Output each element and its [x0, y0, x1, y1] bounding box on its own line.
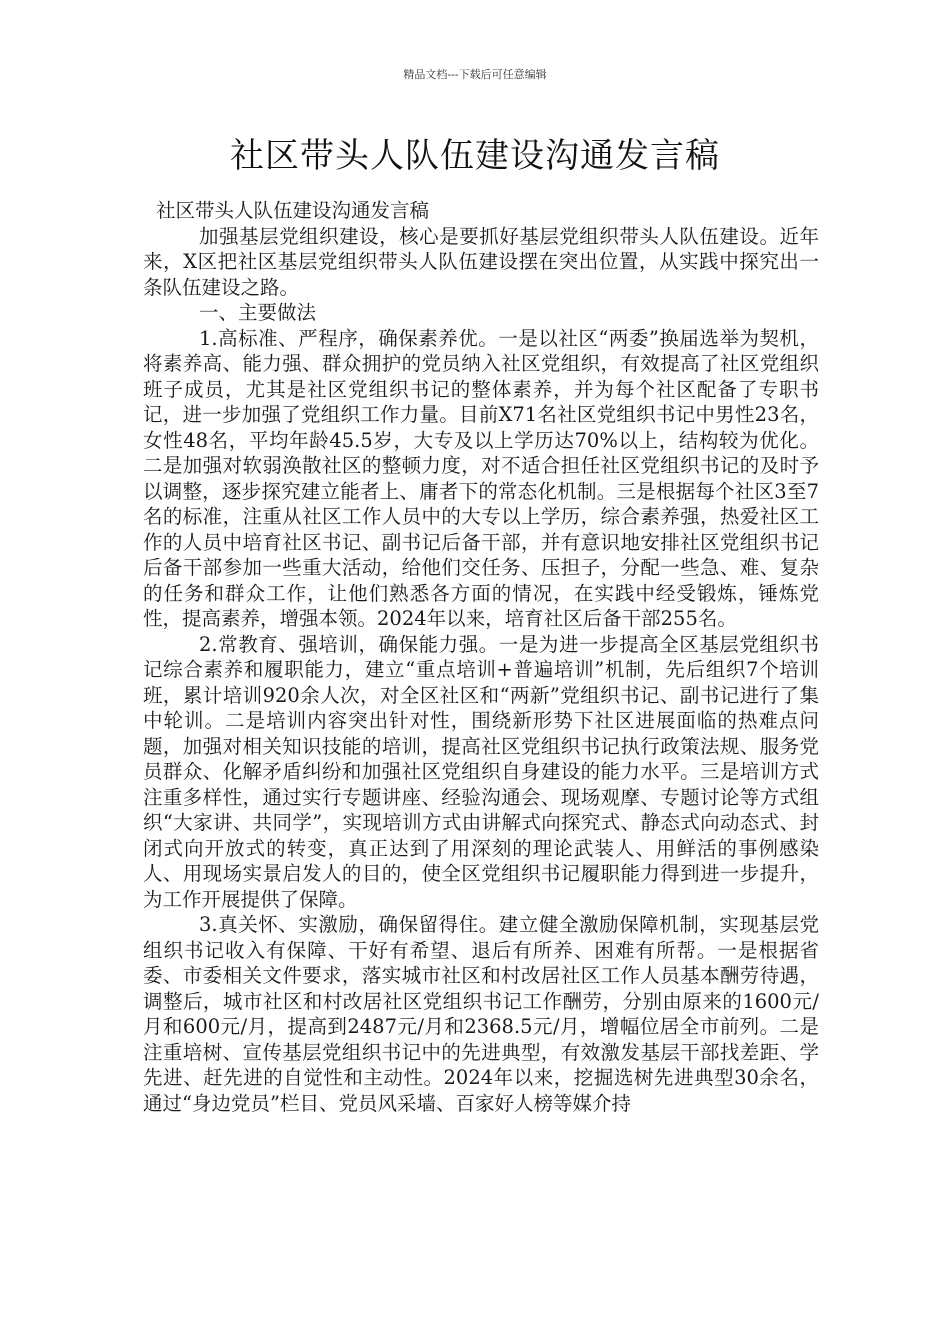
body-paragraph-intro: 加强基层党组织建设，核心是要抓好基层党组织带头人队伍建设。近年来，X区把社区基层党组织带头人队伍建设摆在突出位置，从实践中探究出一条队伍建设之路。	[143, 224, 819, 299]
body-paragraph-1: 1.高标准、严程序，确保素养优。一是以社区“两委”换届选举为契机，将素养高、能力强、群众拥护的党员纳入社区党组织，有效提高了社区党组织班子成员，尤其是社区党组织书记的整体素养，并为每个社区配备了专职书记，进一步加强了党组织工作力量。目前X71名社区党组织书记中男性23名，女性48名，平均年龄45.5岁，大专及以上学历达70%以上，结构较为优化。二是加强对软弱涣散社区的整顿力度，对不适合担任社区党组织书记的及时予以调整，逐步探究建立能者上、庸者下的常态化机制。三是根据每个社区3至7名的标准，注重从社区工作人员中的大专以上学历，综合素养强，热爱社区工作的人员中培育社区书记、副书记后备干部，并有意识地安排社区党组织书记后备干部参加一些重大活动，给他们交任务、压担子，分配一些急、难、复杂的任务和群众工作，让他们熟悉各方面的情况，在实践中经受锻炼，锤炼党性，提高素养，增强本领。2024年以来，培育社区后备干部255名。	[143, 326, 819, 630]
document-title: 社区带头人队伍建设沟通发言稿	[230, 136, 720, 176]
body-paragraph-2: 2.常教育、强培训，确保能力强。一是为进一步提高全区基层党组织书记综合素养和履职能力，建立“重点培训+普遍培训”机制，先后组织7个培训班，累计培训920余人次，对全区社区和“两新”党组织书记、副书记进行了集中轮训。二是培训内容突出针对性，围绕新形势下社区进展面临的热难点问题，加强对相关知识技能的培训，提高社区党组织书记执行政策法规、服务党员群众、化解矛盾纠纷和加强社区党组织自身建设的能力水平。三是培训方式注重多样性，通过实行专题讲座、经验沟通会、现场观摩、专题讨论等方式组织“大家讲、共同学”，实现培训方式由讲解式向探究式、静态式向动态式、封闭式向开放式的转变，真正达到了用深刻的理论武装人、用鲜活的事例感染人、用现场实景启发人的目的，使全区党组织书记履职能力得到进一步提升，为工作开展提供了保障。	[143, 632, 819, 911]
body-subtitle: 社区带头人队伍建设沟通发言稿	[156, 199, 430, 222]
body-paragraph-3: 3.真关怀、实激励，确保留得住。建立健全激励保障机制，实现基层党组织书记收入有保障、干好有希望、退后有所养、困难有所帮。一是根据省委、市委相关文件要求，落实城市社区和村改居社区工作人员基本酬劳待遇，调整后，城市社区和村改居社区党组织书记工作酬劳，分别由原来的1600元/月和600元/月，提高到2487元/月和2368.5元/月，增幅位居全市前列。二是注重培树、宣传基层党组织书记中的先进典型，有效激发基层干部找差距、学先进、赶先进的自觉性和主动性。2024年以来，挖掘选树先进典型30余名，通过“身边党员”栏目、党员风采墙、百家好人榜等媒介持	[143, 913, 819, 1115]
section-heading: 一、主要做法	[199, 301, 317, 324]
header-note: 精品文档---下载后可任意编辑	[403, 68, 547, 81]
document-body	[143, 198, 819, 1116]
